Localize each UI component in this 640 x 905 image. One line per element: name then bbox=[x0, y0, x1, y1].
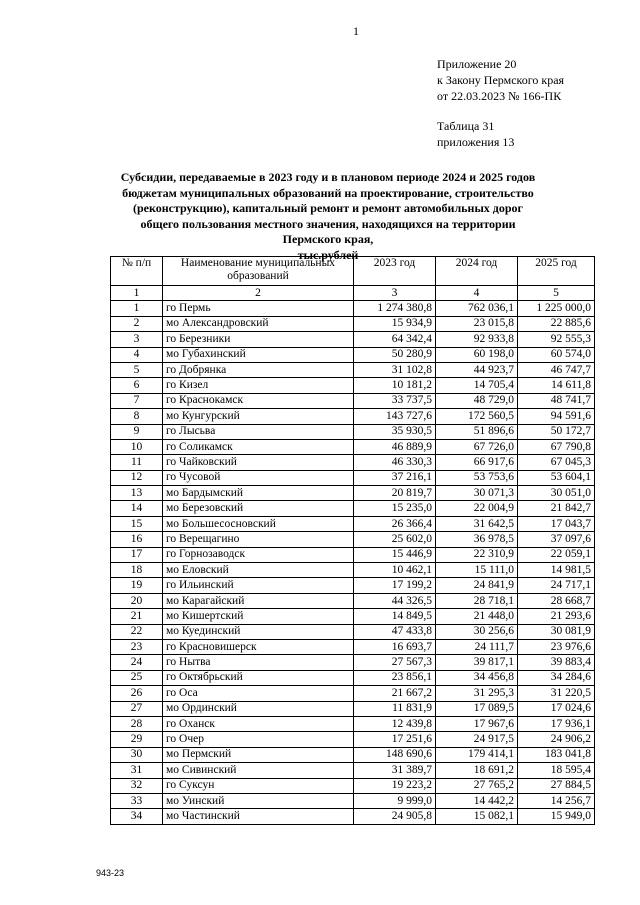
table-row bbox=[111, 378, 595, 393]
table-row bbox=[111, 547, 595, 562]
table-row bbox=[111, 332, 595, 347]
value-2024: 30 256,6 bbox=[436, 624, 518, 639]
value-2024: 66 917,6 bbox=[436, 455, 518, 470]
value-2024: 27 765,2 bbox=[436, 778, 518, 793]
municipality-name: мо Уинский bbox=[163, 793, 354, 808]
row-number: 5 bbox=[111, 362, 163, 377]
value-2025: 30 081,9 bbox=[518, 624, 595, 639]
footer-document-code: 943-23 bbox=[96, 868, 125, 878]
value-2023: 9 999,0 bbox=[354, 793, 436, 808]
value-2023: 1 274 380,8 bbox=[354, 301, 436, 316]
value-2023: 33 737,5 bbox=[354, 393, 436, 408]
value-2025: 31 220,5 bbox=[518, 686, 595, 701]
row-number: 4 bbox=[111, 347, 163, 362]
municipality-name: го Чайковский bbox=[163, 455, 354, 470]
value-2024: 39 817,1 bbox=[436, 655, 518, 670]
municipality-name: мо Кунгурский bbox=[163, 409, 354, 424]
row-number: 30 bbox=[111, 747, 163, 762]
row-number: 20 bbox=[111, 593, 163, 608]
table-row bbox=[111, 701, 595, 716]
row-number: 18 bbox=[111, 563, 163, 578]
table-row bbox=[111, 563, 595, 578]
value-2024: 17 967,6 bbox=[436, 716, 518, 731]
municipality-name: мо Губахинский bbox=[163, 347, 354, 362]
table-row bbox=[111, 501, 595, 516]
value-2023: 25 602,0 bbox=[354, 532, 436, 547]
index-cell: 3 bbox=[354, 286, 436, 301]
value-2025: 53 604,1 bbox=[518, 470, 595, 485]
table-row bbox=[111, 409, 595, 424]
title-line-1: Субсидии, передаваемые в 2023 году и в плановом периоде 2024 и 2025 годов bbox=[120, 170, 536, 184]
municipality-name: го Чусовой bbox=[163, 470, 354, 485]
value-2025: 18 595,4 bbox=[518, 763, 595, 778]
municipality-name: го Кизел bbox=[163, 378, 354, 393]
row-number: 21 bbox=[111, 609, 163, 624]
value-2024: 34 456,8 bbox=[436, 670, 518, 685]
value-2023: 10 181,2 bbox=[354, 378, 436, 393]
value-2023: 14 849,5 bbox=[354, 609, 436, 624]
value-2024: 762 036,1 bbox=[436, 301, 518, 316]
value-2025: 60 574,0 bbox=[518, 347, 595, 362]
table-row bbox=[111, 716, 595, 731]
table-row bbox=[111, 670, 595, 685]
table-row bbox=[111, 809, 595, 824]
municipality-name: мо Еловский bbox=[163, 563, 354, 578]
value-2024: 67 726,0 bbox=[436, 439, 518, 454]
table-row bbox=[111, 609, 595, 624]
value-2023: 16 693,7 bbox=[354, 639, 436, 654]
table-row bbox=[111, 593, 595, 608]
value-2025: 21 293,6 bbox=[518, 609, 595, 624]
value-2023: 17 199,2 bbox=[354, 578, 436, 593]
municipality-name: го Красновишерск bbox=[163, 639, 354, 654]
row-number: 3 bbox=[111, 332, 163, 347]
value-2024: 22 004,9 bbox=[436, 501, 518, 516]
page-mark: 1 bbox=[353, 24, 359, 38]
index-cell: 4 bbox=[436, 286, 518, 301]
value-2024: 51 896,6 bbox=[436, 424, 518, 439]
value-2023: 31 389,7 bbox=[354, 763, 436, 778]
value-2024: 48 729,0 bbox=[436, 393, 518, 408]
value-2025: 14 981,5 bbox=[518, 563, 595, 578]
column-index-row bbox=[111, 286, 595, 301]
value-2025: 22 059,1 bbox=[518, 547, 595, 562]
title-line-5: тыс.рублей bbox=[297, 247, 359, 262]
table-row bbox=[111, 578, 595, 593]
municipality-name: мо Большесосновский bbox=[163, 516, 354, 531]
row-number: 7 bbox=[111, 393, 163, 408]
title-line-3: (реконструкцию), капитальный ремонт и ремонт автомобильных дорог bbox=[132, 201, 524, 215]
title-line-4: общего пользования местного значения, находящихся на территории Пермского края, bbox=[140, 216, 516, 246]
value-2025: 30 051,0 bbox=[518, 486, 595, 501]
table-row bbox=[111, 424, 595, 439]
value-2025: 24 717,1 bbox=[518, 578, 595, 593]
table-row bbox=[111, 439, 595, 454]
municipality-name: го Соликамск bbox=[163, 439, 354, 454]
value-2025: 21 842,7 bbox=[518, 501, 595, 516]
value-2023: 23 856,1 bbox=[354, 670, 436, 685]
row-number: 2 bbox=[111, 316, 163, 331]
appendix-date-line: от 22.03.2023 № 166-ПК bbox=[437, 89, 562, 103]
table-row bbox=[111, 455, 595, 470]
municipality-name: го Лысьва bbox=[163, 424, 354, 439]
value-2024: 31 642,5 bbox=[436, 516, 518, 531]
row-number: 10 bbox=[111, 439, 163, 454]
value-2025: 48 741,7 bbox=[518, 393, 595, 408]
row-number: 8 bbox=[111, 409, 163, 424]
value-2023: 46 330,3 bbox=[354, 455, 436, 470]
table-row bbox=[111, 732, 595, 747]
value-2024: 18 691,2 bbox=[436, 763, 518, 778]
value-2023: 20 819,7 bbox=[354, 486, 436, 501]
value-2024: 14 442,2 bbox=[436, 793, 518, 808]
value-2025: 24 906,2 bbox=[518, 732, 595, 747]
table-header-row bbox=[111, 257, 595, 286]
table-row bbox=[111, 747, 595, 762]
value-2024: 21 448,0 bbox=[436, 609, 518, 624]
value-2024: 44 923,7 bbox=[436, 362, 518, 377]
row-number: 13 bbox=[111, 486, 163, 501]
row-number: 33 bbox=[111, 793, 163, 808]
index-cell: 5 bbox=[518, 286, 595, 301]
row-number: 29 bbox=[111, 732, 163, 747]
value-2024: 30 071,3 bbox=[436, 486, 518, 501]
appendix-sub-line: приложения 13 bbox=[437, 135, 515, 149]
title-line-2: бюджетам муниципальных образований на проектирование, строительство bbox=[122, 185, 534, 200]
header-2025: 2025 год bbox=[518, 257, 595, 286]
value-2025: 15 949,0 bbox=[518, 809, 595, 824]
municipality-name: го Горнозаводск bbox=[163, 547, 354, 562]
table-row bbox=[111, 470, 595, 485]
municipality-name: го Октябрьский bbox=[163, 670, 354, 685]
table-row bbox=[111, 655, 595, 670]
row-number: 31 bbox=[111, 763, 163, 778]
value-2024: 24 917,5 bbox=[436, 732, 518, 747]
value-2023: 31 102,8 bbox=[354, 362, 436, 377]
row-number: 24 bbox=[111, 655, 163, 670]
municipality-name: мо Пермский bbox=[163, 747, 354, 762]
municipality-name: го Суксун bbox=[163, 778, 354, 793]
table-row bbox=[111, 486, 595, 501]
row-number: 1 bbox=[111, 301, 163, 316]
value-2024: 17 089,5 bbox=[436, 701, 518, 716]
value-2023: 21 667,2 bbox=[354, 686, 436, 701]
value-2025: 37 097,6 bbox=[518, 532, 595, 547]
municipality-name: го Верещагино bbox=[163, 532, 354, 547]
table-body bbox=[111, 286, 595, 825]
value-2023: 47 433,8 bbox=[354, 624, 436, 639]
municipality-name: го Добрянка bbox=[163, 362, 354, 377]
value-2025: 22 885,6 bbox=[518, 316, 595, 331]
value-2024: 53 753,6 bbox=[436, 470, 518, 485]
municipality-name: мо Кишертский bbox=[163, 609, 354, 624]
value-2025: 67 045,3 bbox=[518, 455, 595, 470]
index-cell: 2 bbox=[163, 286, 354, 301]
value-2025: 17 936,1 bbox=[518, 716, 595, 731]
municipality-name: мо Карагайский bbox=[163, 593, 354, 608]
value-2025: 17 043,7 bbox=[518, 516, 595, 531]
value-2023: 143 727,6 bbox=[354, 409, 436, 424]
municipality-name: мо Александровский bbox=[163, 316, 354, 331]
value-2023: 12 439,8 bbox=[354, 716, 436, 731]
value-2025: 92 555,3 bbox=[518, 332, 595, 347]
row-number: 11 bbox=[111, 455, 163, 470]
value-2024: 92 933,8 bbox=[436, 332, 518, 347]
row-number: 26 bbox=[111, 686, 163, 701]
row-number: 22 bbox=[111, 624, 163, 639]
value-2024: 179 414,1 bbox=[436, 747, 518, 762]
table-row bbox=[111, 763, 595, 778]
table-row bbox=[111, 793, 595, 808]
value-2025: 14 256,7 bbox=[518, 793, 595, 808]
header-name: Наименование муниципальных образований bbox=[163, 257, 354, 286]
table-row bbox=[111, 362, 595, 377]
row-number: 17 bbox=[111, 547, 163, 562]
municipality-name: мо Ординский bbox=[163, 701, 354, 716]
appendix-law-line: к Закону Пермского края bbox=[437, 73, 565, 87]
municipality-name: го Ильинский bbox=[163, 578, 354, 593]
value-2025: 1 225 000,0 bbox=[518, 301, 595, 316]
table-row bbox=[111, 686, 595, 701]
value-2024: 24 841,9 bbox=[436, 578, 518, 593]
table-row bbox=[111, 301, 595, 316]
value-2025: 34 284,6 bbox=[518, 670, 595, 685]
header-2024: 2024 год bbox=[436, 257, 518, 286]
table-row bbox=[111, 516, 595, 531]
municipality-name: го Нытва bbox=[163, 655, 354, 670]
value-2025: 23 976,6 bbox=[518, 639, 595, 654]
row-number: 14 bbox=[111, 501, 163, 516]
value-2023: 27 567,3 bbox=[354, 655, 436, 670]
table-row bbox=[111, 532, 595, 547]
row-number: 23 bbox=[111, 639, 163, 654]
value-2023: 15 446,9 bbox=[354, 547, 436, 562]
row-number: 16 bbox=[111, 532, 163, 547]
value-2023: 10 462,1 bbox=[354, 563, 436, 578]
municipality-name: го Краснокамск bbox=[163, 393, 354, 408]
value-2024: 14 705,4 bbox=[436, 378, 518, 393]
row-number: 15 bbox=[111, 516, 163, 531]
value-2023: 46 889,9 bbox=[354, 439, 436, 454]
appendix-line: Приложение 20 bbox=[437, 57, 517, 71]
municipality-name: го Березники bbox=[163, 332, 354, 347]
value-2025: 39 883,4 bbox=[518, 655, 595, 670]
value-2024: 36 978,5 bbox=[436, 532, 518, 547]
row-number: 25 bbox=[111, 670, 163, 685]
row-number: 6 bbox=[111, 378, 163, 393]
value-2024: 24 111,7 bbox=[436, 639, 518, 654]
value-2025: 14 611,8 bbox=[518, 378, 595, 393]
table-row bbox=[111, 316, 595, 331]
value-2024: 15 082,1 bbox=[436, 809, 518, 824]
value-2023: 37 216,1 bbox=[354, 470, 436, 485]
row-number: 28 bbox=[111, 716, 163, 731]
value-2023: 44 326,5 bbox=[354, 593, 436, 608]
value-2024: 23 015,8 bbox=[436, 316, 518, 331]
value-2024: 28 718,1 bbox=[436, 593, 518, 608]
value-2025: 17 024,6 bbox=[518, 701, 595, 716]
index-cell: 1 bbox=[111, 286, 163, 301]
value-2023: 50 280,9 bbox=[354, 347, 436, 362]
value-2023: 11 831,9 bbox=[354, 701, 436, 716]
value-2025: 27 884,5 bbox=[518, 778, 595, 793]
municipality-name: мо Березовский bbox=[163, 501, 354, 516]
value-2023: 148 690,6 bbox=[354, 747, 436, 762]
value-2024: 60 198,0 bbox=[436, 347, 518, 362]
value-2023: 24 905,8 bbox=[354, 809, 436, 824]
municipality-name: мо Куединский bbox=[163, 624, 354, 639]
value-2025: 67 790,8 bbox=[518, 439, 595, 454]
table-row bbox=[111, 624, 595, 639]
municipality-name: го Оса bbox=[163, 686, 354, 701]
municipality-name: мо Сивинский bbox=[163, 763, 354, 778]
row-number: 12 bbox=[111, 470, 163, 485]
municipality-name: го Пермь bbox=[163, 301, 354, 316]
row-number: 34 bbox=[111, 809, 163, 824]
subsidies-table bbox=[110, 256, 595, 825]
value-2023: 15 235,0 bbox=[354, 501, 436, 516]
value-2025: 94 591,6 bbox=[518, 409, 595, 424]
value-2025: 50 172,7 bbox=[518, 424, 595, 439]
value-2023: 64 342,4 bbox=[354, 332, 436, 347]
row-number: 32 bbox=[111, 778, 163, 793]
row-number: 9 bbox=[111, 424, 163, 439]
municipality-name: го Очер bbox=[163, 732, 354, 747]
value-2025: 28 668,7 bbox=[518, 593, 595, 608]
value-2023: 35 930,5 bbox=[354, 424, 436, 439]
municipality-name: го Оханск bbox=[163, 716, 354, 731]
document-title bbox=[110, 170, 546, 263]
value-2024: 15 111,0 bbox=[436, 563, 518, 578]
value-2025: 183 041,8 bbox=[518, 747, 595, 762]
value-2023: 15 934,9 bbox=[354, 316, 436, 331]
row-number: 27 bbox=[111, 701, 163, 716]
value-2024: 31 295,3 bbox=[436, 686, 518, 701]
header-2023: 2023 год bbox=[354, 257, 436, 286]
header-num: № п/п bbox=[111, 257, 163, 286]
table-row bbox=[111, 778, 595, 793]
value-2023: 19 223,2 bbox=[354, 778, 436, 793]
table-row bbox=[111, 347, 595, 362]
row-number: 19 bbox=[111, 578, 163, 593]
municipality-name: мо Бардымский bbox=[163, 486, 354, 501]
table-number-line: Таблица 31 bbox=[437, 119, 495, 133]
appendix-reference bbox=[437, 56, 564, 150]
value-2023: 17 251,6 bbox=[354, 732, 436, 747]
value-2024: 172 560,5 bbox=[436, 409, 518, 424]
table-row bbox=[111, 393, 595, 408]
municipality-name: мо Частинский bbox=[163, 809, 354, 824]
table-row bbox=[111, 639, 595, 654]
value-2024: 22 310,9 bbox=[436, 547, 518, 562]
value-2023: 26 366,4 bbox=[354, 516, 436, 531]
value-2025: 46 747,7 bbox=[518, 362, 595, 377]
